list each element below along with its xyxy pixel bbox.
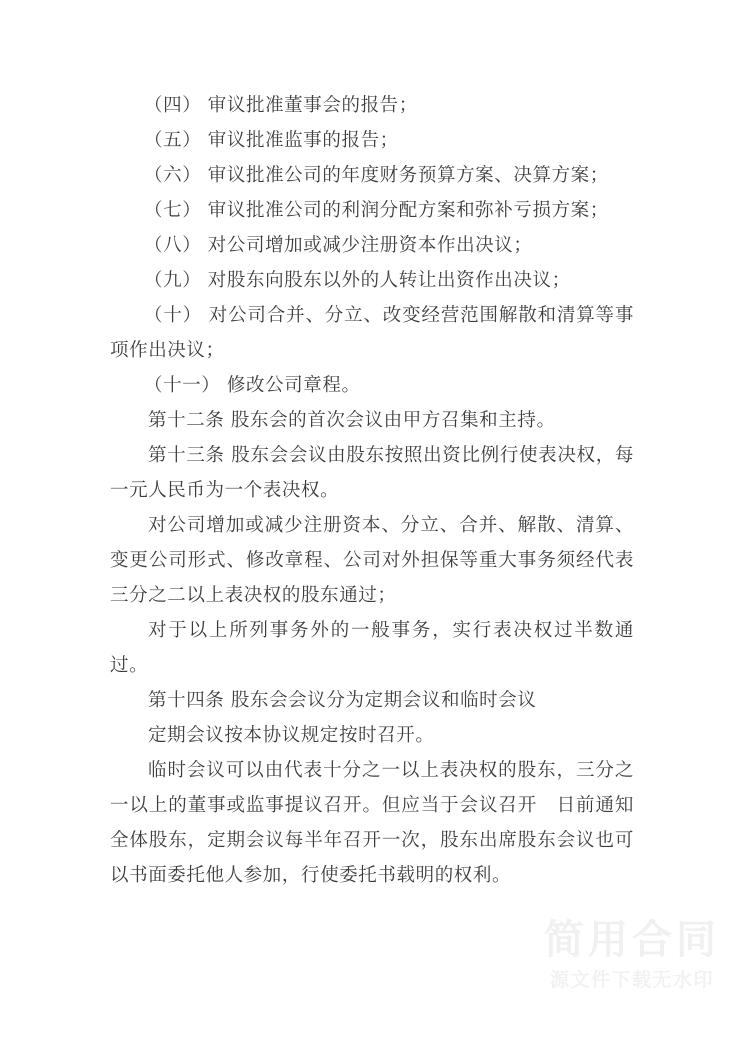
paragraph-item-6: （六） 审议批准公司的年度财务预算方案、决算方案； [144,165,609,186]
watermark-sub-text: 源文件下载无水印 [549,969,714,991]
paragraph-para-ordinary-matters: 对于以上所列事务外的一般事务，实行表决权过半数通过。 [110,620,634,676]
paragraph-item-4: （四） 审议批准董事会的报告； [144,95,418,116]
paragraph-para-interim-meeting: 临时会议可以由代表十分之一以上表决权的股东，三分之一以上的董事或监事提议召开。但应当于会议召开 日前通知全体股东，定期会议每半年召开一次，股东出席股东会议也可以书面委托他人参加，行使委托书载明的权利。 [110,760,634,886]
paragraph-article-12: 第十二条 股东会的首次会议由甲方召集和主持。 [148,410,556,431]
paragraph-para-major-matters: 对公司增加或减少注册资本、分立、合并、解散、清算、变更公司形式、修改章程、公司对外担保等重大事务须经代表三分之二以上表决权的股东通过； [110,515,634,606]
paragraph-article-13: 第十三条 股东会会议由股东按照出资比例行使表决权，每一元人民币为一个表决权。 [110,445,634,501]
paragraph-item-8: （八） 对公司增加或减少注册资本作出决议； [144,235,533,256]
paragraph-item-11: （十一） 修改公司章程。 [144,375,361,396]
paragraph-item-5: （五） 审议批准监事的报告； [144,130,399,151]
document-body [110,88,634,893]
watermark-main-text: 简用合同 [544,917,720,963]
paragraph-item-7: （七） 审议批准公司的利润分配方案和弥补亏损方案； [144,200,609,221]
paragraph-article-14: 第十四条 股东会会议分为定期会议和临时会议 [148,690,537,711]
paragraph-para-regular-meeting: 定期会议按本协议规定按时召开。 [148,725,435,746]
watermark [544,919,720,992]
paragraph-item-9: （九） 对股东向股东以外的人转让出资作出决议； [144,270,571,291]
paragraph-item-10: （十） 对公司合并、分立、改变经营范围解散和清算等事项作出决议； [110,305,634,361]
